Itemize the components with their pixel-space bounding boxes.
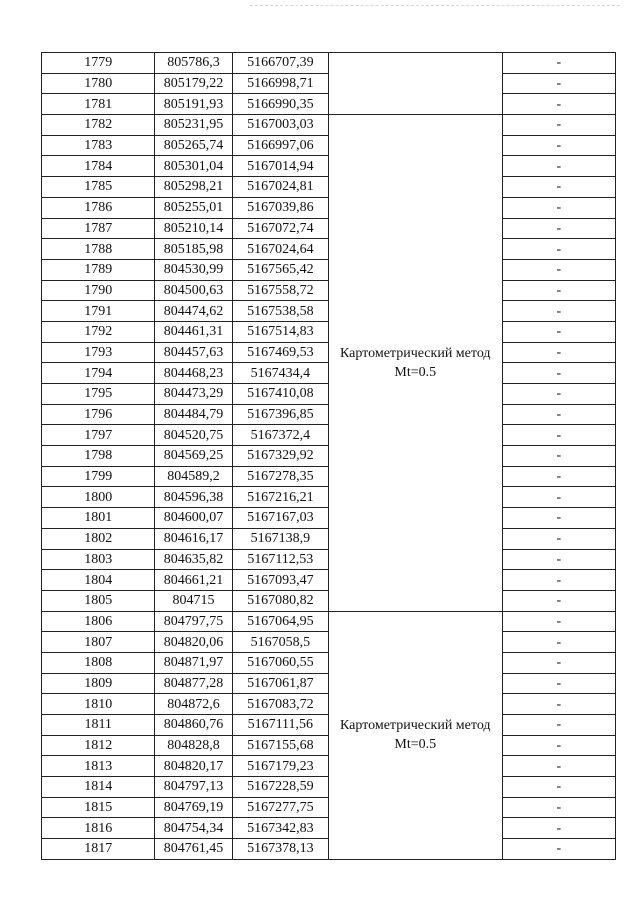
point-number-cell: 1811 xyxy=(42,715,155,736)
x-coordinate-cell: 804761,45 xyxy=(155,839,232,860)
accuracy-dash-cell: - xyxy=(502,135,615,156)
point-number-cell: 1802 xyxy=(42,528,155,549)
x-coordinate-cell: 804461,31 xyxy=(155,321,232,342)
y-coordinate-cell: 5167469,53 xyxy=(232,342,328,363)
point-number-cell: 1800 xyxy=(42,487,155,508)
y-coordinate-cell: 5167060,55 xyxy=(232,652,328,673)
x-coordinate-cell: 804589,2 xyxy=(155,466,232,487)
accuracy-dash-cell: - xyxy=(502,508,615,529)
y-coordinate-cell: 5167434,4 xyxy=(232,363,328,384)
x-coordinate-cell: 804820,17 xyxy=(155,756,232,777)
point-number-cell: 1814 xyxy=(42,777,155,798)
accuracy-dash-cell: - xyxy=(502,115,615,136)
point-number-cell: 1789 xyxy=(42,259,155,280)
x-coordinate-cell: 804872,6 xyxy=(155,694,232,715)
x-coordinate-cell: 804715 xyxy=(155,590,232,611)
y-coordinate-cell: 5167558,72 xyxy=(232,280,328,301)
point-number-cell: 1780 xyxy=(42,73,155,94)
x-coordinate-cell: 805301,04 xyxy=(155,156,232,177)
accuracy-dash-cell: - xyxy=(502,797,615,818)
accuracy-dash-cell: - xyxy=(502,777,615,798)
x-coordinate-cell: 805210,14 xyxy=(155,218,232,239)
x-coordinate-cell: 804530,99 xyxy=(155,259,232,280)
accuracy-dash-cell: - xyxy=(502,53,615,74)
point-number-cell: 1791 xyxy=(42,301,155,322)
x-coordinate-cell: 804754,34 xyxy=(155,818,232,839)
point-number-cell: 1788 xyxy=(42,239,155,260)
y-coordinate-cell: 5167138,9 xyxy=(232,528,328,549)
method-cell xyxy=(328,611,502,859)
x-coordinate-cell: 804520,75 xyxy=(155,425,232,446)
x-coordinate-cell: 804473,29 xyxy=(155,384,232,405)
accuracy-dash-cell: - xyxy=(502,94,615,115)
x-coordinate-cell: 805298,21 xyxy=(155,177,232,198)
x-coordinate-cell: 805265,74 xyxy=(155,135,232,156)
y-coordinate-cell: 5167179,23 xyxy=(232,756,328,777)
y-coordinate-cell: 5167410,08 xyxy=(232,384,328,405)
y-coordinate-cell: 5167342,83 xyxy=(232,818,328,839)
x-coordinate-cell: 804871,97 xyxy=(155,652,232,673)
point-number-cell: 1786 xyxy=(42,197,155,218)
point-number-cell: 1809 xyxy=(42,673,155,694)
point-number-cell: 1783 xyxy=(42,135,155,156)
y-coordinate-cell: 5167278,35 xyxy=(232,466,328,487)
y-coordinate-cell: 5167329,92 xyxy=(232,446,328,467)
accuracy-dash-cell: - xyxy=(502,466,615,487)
method-cell xyxy=(328,115,502,612)
y-coordinate-cell: 5167396,85 xyxy=(232,404,328,425)
x-coordinate-cell: 805786,3 xyxy=(155,53,232,74)
x-coordinate-cell: 805191,93 xyxy=(155,94,232,115)
x-coordinate-cell: 804468,23 xyxy=(155,363,232,384)
x-coordinate-cell: 804860,76 xyxy=(155,715,232,736)
accuracy-dash-cell: - xyxy=(502,197,615,218)
point-number-cell: 1804 xyxy=(42,570,155,591)
point-number-cell: 1801 xyxy=(42,508,155,529)
accuracy-dash-cell: - xyxy=(502,218,615,239)
y-coordinate-cell: 5167072,74 xyxy=(232,218,328,239)
x-coordinate-cell: 804569,25 xyxy=(155,446,232,467)
point-number-cell: 1816 xyxy=(42,818,155,839)
x-coordinate-cell: 805179,22 xyxy=(155,73,232,94)
accuracy-dash-cell: - xyxy=(502,549,615,570)
point-number-cell: 1817 xyxy=(42,839,155,860)
y-coordinate-cell: 5167039,86 xyxy=(232,197,328,218)
y-coordinate-cell: 5167112,53 xyxy=(232,549,328,570)
x-coordinate-cell: 805185,98 xyxy=(155,239,232,260)
y-coordinate-cell: 5167064,95 xyxy=(232,611,328,632)
accuracy-dash-cell: - xyxy=(502,632,615,653)
y-coordinate-cell: 5167155,68 xyxy=(232,735,328,756)
accuracy-dash-cell: - xyxy=(502,611,615,632)
point-number-cell: 1815 xyxy=(42,797,155,818)
accuracy-dash-cell: - xyxy=(502,259,615,280)
x-coordinate-cell: 804797,75 xyxy=(155,611,232,632)
y-coordinate-cell: 5167167,03 xyxy=(232,508,328,529)
point-number-cell: 1808 xyxy=(42,652,155,673)
x-coordinate-cell: 804484,79 xyxy=(155,404,232,425)
method-cell xyxy=(328,53,502,115)
point-number-cell: 1797 xyxy=(42,425,155,446)
x-coordinate-cell: 804457,63 xyxy=(155,342,232,363)
point-number-cell: 1807 xyxy=(42,632,155,653)
point-number-cell: 1806 xyxy=(42,611,155,632)
accuracy-dash-cell: - xyxy=(502,404,615,425)
y-coordinate-cell: 5167024,64 xyxy=(232,239,328,260)
y-coordinate-cell: 5167093,47 xyxy=(232,570,328,591)
method-text-line: Картометрический метод xyxy=(340,345,491,361)
accuracy-dash-cell: - xyxy=(502,487,615,508)
coordinates-table-body xyxy=(42,53,616,860)
y-coordinate-cell: 5166707,39 xyxy=(232,53,328,74)
accuracy-dash-cell: - xyxy=(502,73,615,94)
point-number-cell: 1796 xyxy=(42,404,155,425)
point-number-cell: 1810 xyxy=(42,694,155,715)
y-coordinate-cell: 5167228,59 xyxy=(232,777,328,798)
x-coordinate-cell: 804600,07 xyxy=(155,508,232,529)
coordinates-table xyxy=(41,52,616,860)
point-number-cell: 1790 xyxy=(42,280,155,301)
y-coordinate-cell: 5167514,83 xyxy=(232,321,328,342)
accuracy-dash-cell: - xyxy=(502,715,615,736)
y-coordinate-cell: 5167565,42 xyxy=(232,259,328,280)
accuracy-dash-cell: - xyxy=(502,342,615,363)
accuracy-dash-cell: - xyxy=(502,239,615,260)
y-coordinate-cell: 5167083,72 xyxy=(232,694,328,715)
accuracy-dash-cell: - xyxy=(502,652,615,673)
point-number-cell: 1799 xyxy=(42,466,155,487)
point-number-cell: 1782 xyxy=(42,115,155,136)
x-coordinate-cell: 805231,95 xyxy=(155,115,232,136)
accuracy-dash-cell: - xyxy=(502,528,615,549)
accuracy-dash-cell: - xyxy=(502,177,615,198)
table-row xyxy=(42,53,616,74)
point-number-cell: 1813 xyxy=(42,756,155,777)
page-top-edge-line xyxy=(250,5,620,6)
x-coordinate-cell: 805255,01 xyxy=(155,197,232,218)
point-number-cell: 1803 xyxy=(42,549,155,570)
method-text-line: Mt=0.5 xyxy=(394,737,437,753)
x-coordinate-cell: 804635,82 xyxy=(155,549,232,570)
point-number-cell: 1792 xyxy=(42,321,155,342)
point-number-cell: 1779 xyxy=(42,53,155,74)
y-coordinate-cell: 5167111,56 xyxy=(232,715,328,736)
method-text-line: Картометрический метод xyxy=(340,718,491,734)
accuracy-dash-cell: - xyxy=(502,363,615,384)
table-row xyxy=(42,611,616,632)
point-number-cell: 1787 xyxy=(42,218,155,239)
y-coordinate-cell: 5167003,03 xyxy=(232,115,328,136)
y-coordinate-cell: 5167372,4 xyxy=(232,425,328,446)
y-coordinate-cell: 5167378,13 xyxy=(232,839,328,860)
point-number-cell: 1781 xyxy=(42,94,155,115)
point-number-cell: 1795 xyxy=(42,384,155,405)
x-coordinate-cell: 804797,13 xyxy=(155,777,232,798)
y-coordinate-cell: 5167058,5 xyxy=(232,632,328,653)
accuracy-dash-cell: - xyxy=(502,818,615,839)
x-coordinate-cell: 804474,62 xyxy=(155,301,232,322)
y-coordinate-cell: 5166997,06 xyxy=(232,135,328,156)
point-number-cell: 1784 xyxy=(42,156,155,177)
y-coordinate-cell: 5167538,58 xyxy=(232,301,328,322)
method-text-line: Mt=0.5 xyxy=(394,364,437,380)
x-coordinate-cell: 804820,06 xyxy=(155,632,232,653)
accuracy-dash-cell: - xyxy=(502,570,615,591)
y-coordinate-cell: 5167277,75 xyxy=(232,797,328,818)
accuracy-dash-cell: - xyxy=(502,673,615,694)
table-row xyxy=(42,115,616,136)
x-coordinate-cell: 804661,21 xyxy=(155,570,232,591)
point-number-cell: 1793 xyxy=(42,342,155,363)
accuracy-dash-cell: - xyxy=(502,280,615,301)
x-coordinate-cell: 804828,8 xyxy=(155,735,232,756)
accuracy-dash-cell: - xyxy=(502,839,615,860)
x-coordinate-cell: 804596,38 xyxy=(155,487,232,508)
y-coordinate-cell: 5167024,81 xyxy=(232,177,328,198)
accuracy-dash-cell: - xyxy=(502,590,615,611)
point-number-cell: 1798 xyxy=(42,446,155,467)
y-coordinate-cell: 5166998,71 xyxy=(232,73,328,94)
point-number-cell: 1805 xyxy=(42,590,155,611)
y-coordinate-cell: 5167216,21 xyxy=(232,487,328,508)
y-coordinate-cell: 5167080,82 xyxy=(232,590,328,611)
x-coordinate-cell: 804616,17 xyxy=(155,528,232,549)
accuracy-dash-cell: - xyxy=(502,425,615,446)
y-coordinate-cell: 5166990,35 xyxy=(232,94,328,115)
accuracy-dash-cell: - xyxy=(502,156,615,177)
x-coordinate-cell: 804877,28 xyxy=(155,673,232,694)
x-coordinate-cell: 804500,63 xyxy=(155,280,232,301)
accuracy-dash-cell: - xyxy=(502,694,615,715)
point-number-cell: 1785 xyxy=(42,177,155,198)
point-number-cell: 1812 xyxy=(42,735,155,756)
accuracy-dash-cell: - xyxy=(502,384,615,405)
accuracy-dash-cell: - xyxy=(502,301,615,322)
y-coordinate-cell: 5167061,87 xyxy=(232,673,328,694)
accuracy-dash-cell: - xyxy=(502,756,615,777)
accuracy-dash-cell: - xyxy=(502,321,615,342)
y-coordinate-cell: 5167014,94 xyxy=(232,156,328,177)
point-number-cell: 1794 xyxy=(42,363,155,384)
accuracy-dash-cell: - xyxy=(502,446,615,467)
x-coordinate-cell: 804769,19 xyxy=(155,797,232,818)
accuracy-dash-cell: - xyxy=(502,735,615,756)
